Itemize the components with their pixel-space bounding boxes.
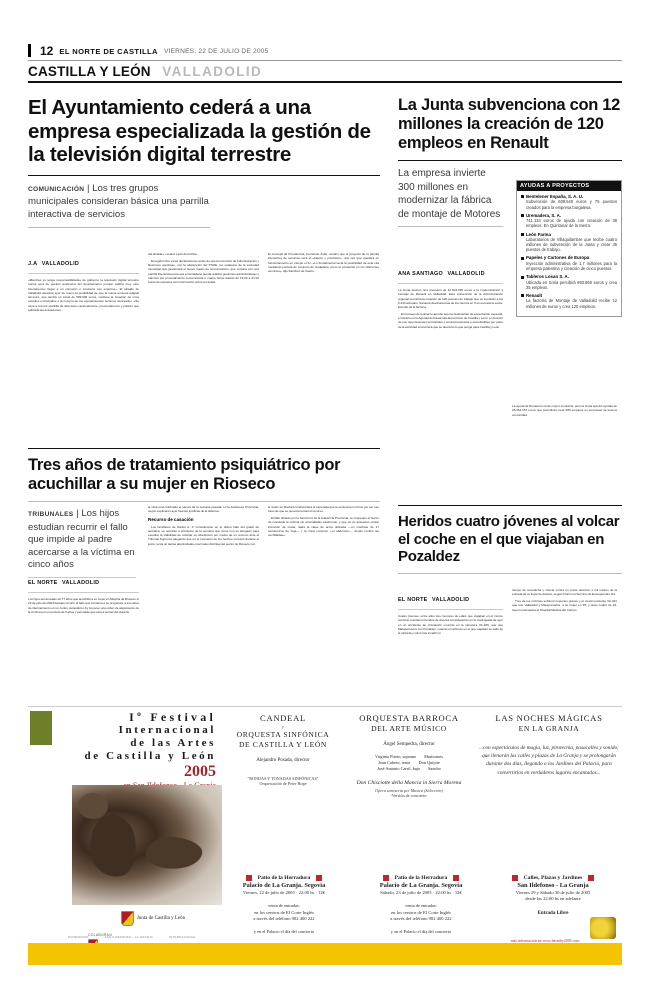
aid-item-name: Tableros Losan S. A.	[526, 274, 569, 280]
aid-item-desc: Subvención de 609.540 euros y 75 puestos creados para la empresa burgalesa.	[526, 199, 617, 210]
aid-item-name: Papeles y Cartones de Europa	[526, 255, 590, 261]
ad-col-b-work-note: Opera semiseria per Musica (Selección)	[375, 787, 443, 793]
venue-tickets-4: y en el Palacio el día del concierto	[390, 929, 452, 935]
advertisement[interactable]	[28, 706, 622, 965]
byline-rule	[28, 592, 139, 593]
story-main-kicker-label: COMUNICACIÓN	[28, 185, 85, 193]
story-rioseco-col-1	[28, 505, 139, 617]
story-main-body-3	[268, 252, 379, 273]
story-main-kicker-rule	[28, 227, 210, 228]
festival-title	[56, 711, 216, 791]
story-main-body-2	[148, 252, 259, 284]
venue-date: Sábado, 23 de julio de 2005 · 22:00 hs · 12€	[380, 890, 462, 895]
aid-item-desc: La factoría de Montaje de Valladolid recibe 12 millones de euros y crea 120 empleos.	[526, 298, 617, 309]
story-main-columns	[28, 252, 380, 315]
ad-decorative-image	[590, 917, 616, 939]
aid-item-desc: Inyección administrativa de 1,7 millones para la empresa palentina y creación de cinco puestos.	[526, 260, 617, 271]
story-renault-byline	[398, 262, 503, 284]
aid-item	[521, 232, 617, 253]
sponsor-3: INTERNACIONAL	[169, 935, 197, 939]
ad-sponsor-logos	[68, 935, 248, 939]
venue-place: Palacio de La Granja. Segovia	[242, 882, 326, 889]
cast-performer: José Antonio Carril, bajo	[377, 766, 421, 771]
ad-column-barroca	[346, 713, 472, 799]
festival-line-4: de Castilla y León	[84, 750, 216, 762]
aid-item-name: Renault	[526, 293, 543, 298]
aid-item	[521, 194, 617, 210]
ad-venue-1	[214, 875, 354, 936]
story-main-byline-city: VALLADOLID	[41, 261, 80, 267]
story-rioseco-byline-author: EL NORTE	[28, 580, 58, 586]
ad-col-a-conjunction: y	[282, 724, 284, 729]
cast-role: Sancho	[428, 766, 441, 771]
junta-logo-text: Junta de Castilla y León	[136, 915, 186, 921]
ad-col-a-title: CANDEAL	[260, 713, 306, 723]
aid-item	[521, 255, 617, 271]
masthead	[28, 44, 622, 57]
byline-rule	[398, 609, 503, 610]
venue-place: San Ildefonso - La Granja	[517, 882, 589, 889]
bullet-icon	[521, 214, 524, 217]
bullet-icon	[521, 257, 524, 260]
story-rioseco-columns	[28, 505, 380, 617]
story-rioseco-byline-city: VALLADOLID	[62, 580, 100, 586]
ad-col-a-conductor: Alejandro Posada, director	[256, 757, 310, 763]
story-main-col-1	[28, 252, 139, 315]
story-pozaldez-toprule	[398, 505, 622, 506]
bullet-icon	[521, 294, 524, 297]
paper-name: EL NORTE DE CASTILLA	[59, 47, 158, 56]
ad-col-a-work-note: Orquestación de Peter Hope	[259, 781, 307, 787]
photo-shape-right	[144, 834, 203, 872]
kicker-separator: |	[87, 182, 93, 194]
story-main-col-3	[268, 252, 379, 315]
story-pozaldez-byline-city: VALLADOLID	[432, 597, 470, 603]
paragraph: Los hijos del acusado de 77 años que acuchilló a su mujer en Medina de Rioseco el 22 de julio del 2004 barajan recurrir el fallo que condena a su progenitor a tres años de internamiento en un centro psiquiátrico by imponer una orden de alejamiento de la víctima por un periodo de 5 años y persuade que esta a perder del durante	[28, 597, 139, 614]
aid-box-title: AYUDAS A PROYECTOS	[517, 181, 621, 191]
story-rioseco-toprule	[28, 448, 380, 449]
venue-tickets-2: en los centros de El Corte Inglés	[391, 909, 451, 915]
page-folio: 12	[40, 44, 54, 58]
advertisement-inner	[28, 707, 622, 965]
bullet-icon	[521, 276, 524, 279]
cast-role: Maritornes	[424, 754, 443, 759]
bullet-icon	[521, 233, 524, 236]
photo-shape-left	[85, 812, 140, 880]
section-divider	[28, 81, 622, 83]
story-main-rule	[28, 175, 380, 176]
cast-performer: Joan Cabero, tenor	[378, 760, 411, 765]
paragraph: El Consejo de Gobierno aprobó ayer la declaración de expectación especial, e incluirlo en la Agenda de Desarrollo Económico de Castilla y León, en función de sus repercusiones territoriales o socioeconómicas e insustituibles por parte de la actividad económica que se descarto lo que ponga para Castilla y León.	[398, 311, 503, 329]
venue-tickets-4: y en el Palacio el día del concierto	[253, 929, 315, 935]
story-main-col-2	[148, 252, 259, 315]
crest-icon	[121, 911, 134, 926]
aid-item-desc: 741.134 euros de ayuda con creación de 38 empleos. En Quintanar de la Sierra.	[526, 218, 617, 229]
ad-col-a-work: "RONDAS Y TONADAS SINFÓNICAS"	[247, 775, 319, 781]
story-main-byline	[28, 252, 139, 274]
paragraph: El regidor hizo estas declaraciones antes de que la Comisión de Administración y Recursos aprobase, con la abstención del PSOE, los estatutos de la sociedad municipal que gestionará el nuevo medio de comunicación, que contará con una parrilla interactiva para que el ciudadano pueda realizar gestiones administrativas y trámites por procedimiento convencional o cuatro horas diarias de 19.00 a 21.00 horas de espacios con información sobre la ciudad.	[148, 258, 259, 285]
story-rioseco-rule	[28, 501, 380, 502]
story-pozaldez-col-2	[512, 588, 617, 638]
square-icon	[588, 875, 594, 881]
venue-place: Palacio de La Granja. Segovia	[379, 882, 463, 889]
story-rioseco-kicker-label: TRIBUNALES	[28, 511, 74, 518]
section-city: VALLADOLID	[162, 64, 263, 79]
story-main-byline-author: J.A	[28, 261, 38, 267]
ad-col-b-subtitle-1: DEL ARTE MÚSICO	[371, 724, 447, 733]
story-renault-byline-author: ANA SANTIAGO	[398, 271, 444, 277]
aid-box-list	[517, 191, 621, 309]
paragraph: la vista oral celebrada el jueves de la semana pasada, en la Audiencia Provincial, según explicaron ayer fuentes jurídicas de la defensa.	[148, 505, 259, 514]
ad-col-c-title: LAS NOCHES MÁGICAS	[495, 713, 603, 723]
byline-rule	[28, 273, 139, 274]
aid-item-name: Bentelener España, S. A. U.	[526, 194, 584, 199]
cast-role: Don Quijote	[418, 760, 440, 765]
paragraph: La ayuda de Renault es la de mayor montante, pero la Junta aprobó ayudas de 25.364.157 euros que permitirán crear 665 empleos en empresas de toda la comunidad.	[512, 404, 617, 417]
story-renault-col-1	[398, 262, 503, 419]
aid-item	[521, 213, 617, 229]
story-main-headline: El Ayuntamiento cederá a una empresa especializada la gestión de la televisión digital terrestre	[28, 96, 371, 166]
story-main-kicker-text: Los tres grupos municipales consideran básica una parrilla interactiva de servicios	[28, 182, 209, 220]
story-pozaldez-rule	[398, 573, 622, 574]
ad-col-b-work: Don Chisciotte della Mancia in Sierra Morena	[356, 780, 462, 786]
story-renault-standfirst: La empresa invierte 300 millones en modernizar la fábrica de montaje de Motores	[398, 168, 501, 220]
story-pozaldez-body-1	[398, 614, 503, 635]
story-pozaldez-byline-author: EL NORTE	[398, 597, 428, 603]
issue-date: VIERNES, 22 DE JULIO DE 2005	[163, 48, 269, 55]
story-pozaldez-col-1	[398, 588, 503, 638]
ad-col-b-work-note-2: -Versión de concierto-	[390, 793, 428, 799]
paragraph: Cuatro jóvenes, entre ellos tres menores de edad, que viajaban en el mismo vehículo resultaron heridos de diversa consideración en la madrugada de ayer en un accidente de circulación ocurrido en la carretera VA-405, que une Matapozuelos con Pozaldez, cuando el vehículo en el que viajaban se salió de la calzada y volcó tras invadir un	[398, 614, 503, 635]
story-rioseco-byline	[28, 571, 139, 593]
story-rioseco-body-3	[268, 505, 379, 537]
festival-line-1: Iº Festival	[129, 710, 216, 724]
ad-col-c-subtitle-1: EN LA GRANJA	[518, 724, 580, 733]
festival-photo	[72, 785, 222, 905]
aid-box	[516, 180, 622, 317]
ad-col-a-subtitle-1: ORQUESTA SINFÓNICA	[236, 729, 330, 739]
collaborator-label: COLABORAN	[88, 933, 112, 937]
paragraph: Tres de los víctimas sufrieron lesiones graves y el cuarto paciente VA-401 que une Valladolid y Matapozuelos, a su mujer en 35, y otras cuatro de 16, fueron evacuados al Hospital Medina del Campo.	[512, 599, 617, 612]
ad-column-candeal	[224, 713, 342, 787]
story-rioseco-col-2	[148, 505, 259, 617]
ad-col-c-description: ...con espectáculos de magia, luz, pirotecnia, pasacalles y sonido; que llenarán las calles y plazas de La Granja y se prolongarán durante dos días, llegando a los Jardines del Palacio, para convertirlos en verdaderos lugares encantados...	[479, 745, 619, 776]
venue-name: Patio de la Herradura	[257, 875, 311, 881]
story-renault-body-2	[512, 404, 617, 417]
bullet-icon	[521, 195, 524, 198]
ad-column-noches	[476, 713, 622, 777]
ad-cast-row	[346, 766, 472, 772]
masthead-divider	[28, 60, 622, 61]
cast-performer: Virginia Prieto, soprano	[375, 754, 417, 759]
aid-item	[521, 274, 617, 290]
venue-date: Viernes 29 y Sábado 30 de julio de 2005	[515, 890, 591, 895]
story-rioseco-subhead: Recurso de casación	[148, 516, 194, 522]
story-main-body-1	[28, 278, 139, 312]
venue-date: Viernes, 22 de julio de 2005 · 22:00 hs · 12€	[242, 890, 326, 895]
section-header	[28, 63, 622, 81]
aid-item-name: Uremadera, S. A.	[526, 212, 561, 218]
festival-year: 2005	[184, 763, 216, 780]
venue-tickets-3: a través del teléfono 902 400 222	[253, 916, 315, 922]
paragraph: El fallo dictado por la Sección II de la Audiencia Provincial, se cospeque el hecho de mandarle la víctima sin amurallarlas totalmente, y que en su actuación «hubo intención de matar, dada la clase de arma utilizada —un machete de 17 centímetros de hoja— y la zona corporal —el abdomen—, donde recibió las cuchilladas».	[268, 516, 379, 538]
ad-col-b-conductor: Ángel Sempedra, director	[383, 742, 435, 747]
story-rioseco-body-1	[28, 597, 139, 614]
kicker-separator: |	[76, 508, 82, 519]
aid-item-name: León Farma	[526, 231, 551, 237]
paragraph: campo de remolacha y chocar contra un poste eléctrico a mil metros de la entrada de su lugar de destino, según informó el Servicio de Emergencias 112.	[512, 588, 617, 597]
paragraph: «Mientras yo tenga responsabilidades de gobierno la televisión digital terrestre nunca será de gestión autónoma del Ayuntamiento porque saldría muy caro intentaremos llegar a un convenio o concierto con expertos». El alcalde de Valladolid descartó ayer de nuevo la posibilidad de que la nueva emisora adigital terrestre, que tendrá un canal de 599.000 euros, conlleve la creación de unos estudios municipales o la compra de los equipamientos técnicos necesarios. «Se vaya a recurrir plantilla de directores racionalmente, presentaremos y publico que aplicada las actuaciones	[28, 278, 139, 312]
ad-col-b-title: ORQUESTA BARROCA	[359, 713, 459, 723]
ad-venue-3	[480, 875, 626, 916]
story-renault-body-1	[398, 288, 503, 329]
sponsor-2: SAN ILDEFONSO - LA GRANJA	[104, 935, 154, 939]
paragraph: del alcalde», recalcó León de la Riva.	[148, 252, 198, 256]
story-pozaldez-byline	[398, 588, 503, 610]
story-rioseco-body-2	[148, 505, 259, 546]
venue-tickets-2: en los centros de El Corte Inglés	[254, 909, 314, 915]
story-pozaldez-headline: Heridos cuatro jóvenes al volcar el coche en el que viajaban en Pozaldez	[398, 513, 620, 565]
paragraph: Los familiares de Daniel A. P. consideraron en el último fallo del grado de tentativa, se reunirán a principios de la semana que viene con su abogado para estudiar la viabilidad de solicitar su absolución por medio de un recurso ante el Tribunal Supremo alegando que en el momento de los hechos convivió durante el juicio, tenía un tantas afectividades mermales distintas del sector de Rioseco con	[148, 524, 259, 546]
story-rioseco-headline: Tres años de tratamiento psiquiátrico por acuchillar a su mujer en Rioseco	[28, 456, 341, 493]
venue-tickets-1: venta de entradas:	[268, 903, 300, 909]
aid-item	[521, 293, 617, 309]
photo-shape-top	[78, 793, 108, 819]
junta-logo	[88, 911, 218, 926]
story-rioseco-col-3	[268, 505, 379, 617]
story-renault-rule	[398, 160, 622, 161]
ad-yellow-band	[28, 943, 622, 965]
venue-date-2: desde las 22:00 hs en adelante	[525, 896, 581, 902]
festival-line-3: de las Artes	[130, 737, 216, 749]
story-pozaldez-columns	[398, 588, 622, 638]
venue-tickets-3: a través del teléfono 902 400 222	[390, 916, 452, 922]
story-renault-standfirst-rule	[398, 226, 503, 227]
paragraph: La Junta destinó una inversión de 12.004.495 euros a la modernización y montaje de Renault en Valladolid. Esta subvención de la Administración regional permitirá la creación de 120 puestos de trabajo que se sumarán a los 5.234 actuales. Sanaudí destinará ésta de los cientos en Tres escuela la sexta-Escolar de la factoría.	[398, 288, 503, 309]
section-title: CASTILLA Y LEÓN	[28, 64, 151, 79]
ad-col-a-subtitle-2: DE CASTILLA Y LEÓN	[238, 739, 328, 749]
ad-info-line-1[interactable]: más información en www.letrasby2005.com	[510, 939, 580, 943]
paragraph: la visión en libertad condicional a la esperada que la sentencia no firme por ser ese caso de que se persona tenían el recurso.	[268, 505, 379, 514]
story-pozaldez	[398, 505, 622, 574]
aid-item-desc: Ubicada en Soria percibirá 893.650 euros y crea 25 empleos.	[526, 279, 617, 290]
story-pozaldez-body-2	[512, 588, 617, 612]
story-main	[28, 96, 380, 228]
sponsor-1: PATRIMONIO	[68, 935, 89, 939]
festival-line-2: Internacional	[118, 724, 216, 736]
venue-tickets-1: venta de entradas:	[405, 903, 437, 909]
folio-rule	[28, 44, 31, 57]
story-main-kicker	[28, 183, 210, 222]
story-renault-byline-city: VALLADOLID	[447, 271, 485, 277]
venue-name: Calles, Plazas y Jardines	[523, 875, 583, 881]
aid-item-desc: Laboratorios de Villaquilambre que recibe cuatro millones de subvención de la Junta y crear 35 puestos de trabajo.	[526, 236, 617, 253]
venue-free-entry: Entrada Libre	[537, 910, 569, 916]
festival-logo-block	[30, 711, 52, 745]
ad-venue-2	[358, 875, 484, 936]
venue-name: Patio de la Herradura	[394, 875, 448, 881]
paragraph: El concejal de Presidencia, Fernando Ávila, recalcó que el proyecto de la parrilla interactiva de servicios será el «básico y prioritario», una vez que quedará en funcionamiento en campo el IU. «Lo fundamental sería la posibilidad de esta cita mediando parcela de conjunto de ciudadano como el contenido en los diferentes servicios», dijo Sánchez de Castro.	[268, 252, 379, 273]
byline-rule	[398, 283, 503, 284]
story-renault-headline: La Junta subvenciona con 12 millones la creación de 120 empleos en Renault	[398, 96, 621, 152]
story-rioseco-kicker-text: Los hijos estudian recurrir el fallo que impide al padre acercarse a la víctima en cinco años	[28, 508, 135, 570]
